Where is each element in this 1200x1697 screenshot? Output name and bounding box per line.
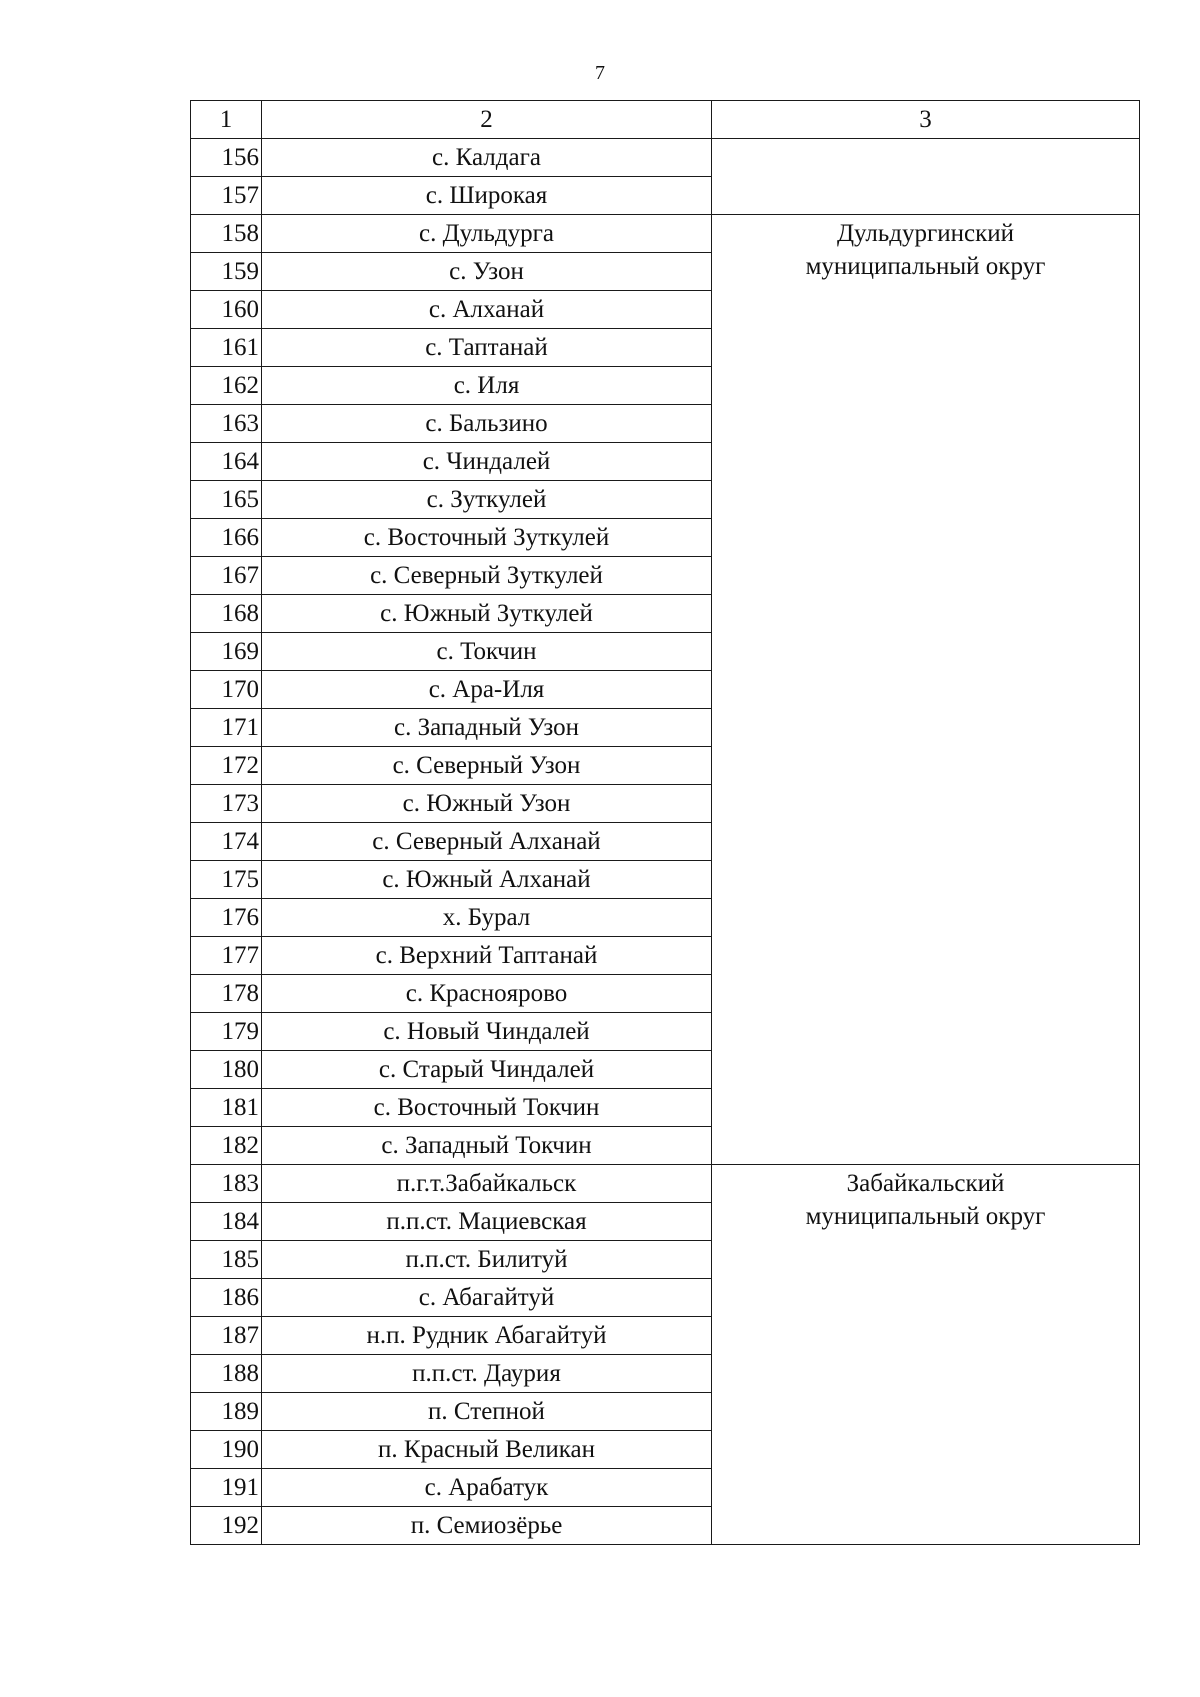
- row-number: 183: [191, 1165, 262, 1203]
- settlement-name: с. Западный Узон: [262, 709, 712, 747]
- settlement-name: с. Зуткулей: [262, 481, 712, 519]
- row-number: 180: [191, 1051, 262, 1089]
- settlement-name: с. Северный Алханай: [262, 823, 712, 861]
- row-number: 156: [191, 139, 262, 177]
- table-row: [191, 139, 1140, 177]
- settlement-name: с. Западный Токчин: [262, 1127, 712, 1165]
- row-number: 186: [191, 1279, 262, 1317]
- row-number: 166: [191, 519, 262, 557]
- settlement-name: с. Иля: [262, 367, 712, 405]
- table-header-row: [191, 101, 1140, 139]
- settlement-name: с. Токчин: [262, 633, 712, 671]
- settlement-name: с. Узон: [262, 253, 712, 291]
- row-number: 169: [191, 633, 262, 671]
- row-number: 162: [191, 367, 262, 405]
- settlements-table: [190, 100, 1140, 1545]
- row-number: 189: [191, 1393, 262, 1431]
- district-cell: [712, 139, 1140, 215]
- settlement-name: с. Северный Узон: [262, 747, 712, 785]
- column-header-2: 2: [262, 101, 712, 139]
- settlement-name: с. Дульдурга: [262, 215, 712, 253]
- settlement-name: с. Южный Зуткулей: [262, 595, 712, 633]
- table-row: [191, 1165, 1140, 1203]
- settlement-name: с. Калдага: [262, 139, 712, 177]
- row-number: 181: [191, 1089, 262, 1127]
- row-number: 172: [191, 747, 262, 785]
- district-name-line: Дульдургинский: [836, 220, 1015, 247]
- row-number: 165: [191, 481, 262, 519]
- district-name-line: муниципальный округ: [805, 253, 1046, 280]
- row-number: 174: [191, 823, 262, 861]
- row-number: 191: [191, 1469, 262, 1507]
- row-number: 171: [191, 709, 262, 747]
- district-name-line: Забайкальский: [846, 1170, 1005, 1197]
- row-number: 157: [191, 177, 262, 215]
- row-number: 188: [191, 1355, 262, 1393]
- row-number: 160: [191, 291, 262, 329]
- settlement-name: с. Старый Чиндалей: [262, 1051, 712, 1089]
- settlement-name: с. Ара-Иля: [262, 671, 712, 709]
- settlement-name: с. Алханай: [262, 291, 712, 329]
- row-number: 177: [191, 937, 262, 975]
- settlement-name: п.г.т.Забайкальск: [262, 1165, 712, 1203]
- row-number: 176: [191, 899, 262, 937]
- settlement-name: с. Чиндалей: [262, 443, 712, 481]
- settlement-name: с. Южный Узон: [262, 785, 712, 823]
- settlement-name: с. Южный Алханай: [262, 861, 712, 899]
- settlement-name: с. Арабатук: [262, 1469, 712, 1507]
- row-number: 161: [191, 329, 262, 367]
- row-number: 175: [191, 861, 262, 899]
- row-number: 190: [191, 1431, 262, 1469]
- row-number: 192: [191, 1507, 262, 1545]
- column-header-3: 3: [712, 101, 1140, 139]
- row-number: 163: [191, 405, 262, 443]
- settlement-name: п.п.ст. Даурия: [262, 1355, 712, 1393]
- row-number: 187: [191, 1317, 262, 1355]
- row-number: 178: [191, 975, 262, 1013]
- column-header-1: 1: [191, 101, 262, 139]
- settlement-name: п.п.ст. Мациевская: [262, 1203, 712, 1241]
- settlement-name: п. Красный Великан: [262, 1431, 712, 1469]
- row-number: 167: [191, 557, 262, 595]
- settlement-name: с. Новый Чиндалей: [262, 1013, 712, 1051]
- district-cell: [712, 215, 1140, 1165]
- table-row: [191, 215, 1140, 253]
- row-number: 184: [191, 1203, 262, 1241]
- row-number: 170: [191, 671, 262, 709]
- row-number: 185: [191, 1241, 262, 1279]
- settlement-name: п.п.ст. Билитуй: [262, 1241, 712, 1279]
- row-number: 173: [191, 785, 262, 823]
- settlement-name: х. Бурал: [262, 899, 712, 937]
- row-number: 159: [191, 253, 262, 291]
- table-body: [191, 101, 1140, 1545]
- settlement-name: п. Степной: [262, 1393, 712, 1431]
- row-number: 179: [191, 1013, 262, 1051]
- row-number: 168: [191, 595, 262, 633]
- settlement-name: с. Таптанай: [262, 329, 712, 367]
- row-number: 164: [191, 443, 262, 481]
- row-number: 158: [191, 215, 262, 253]
- settlement-name: с. Северный Зуткулей: [262, 557, 712, 595]
- settlement-name: с. Широкая: [262, 177, 712, 215]
- row-number: 182: [191, 1127, 262, 1165]
- district-name-line: муниципальный округ: [805, 1203, 1046, 1230]
- settlement-name: с. Бальзино: [262, 405, 712, 443]
- settlement-name: с. Восточный Токчин: [262, 1089, 712, 1127]
- settlement-name: н.п. Рудник Абагайтуй: [262, 1317, 712, 1355]
- settlement-name: с. Краснoярово: [262, 975, 712, 1013]
- settlement-name: с. Абагайтуй: [262, 1279, 712, 1317]
- settlement-name: с. Верхний Таптанай: [262, 937, 712, 975]
- settlement-name: п. Семиозёрье: [262, 1507, 712, 1545]
- page-number: 7: [595, 62, 605, 84]
- settlement-name: с. Восточный Зуткулей: [262, 519, 712, 557]
- district-cell: [712, 1165, 1140, 1545]
